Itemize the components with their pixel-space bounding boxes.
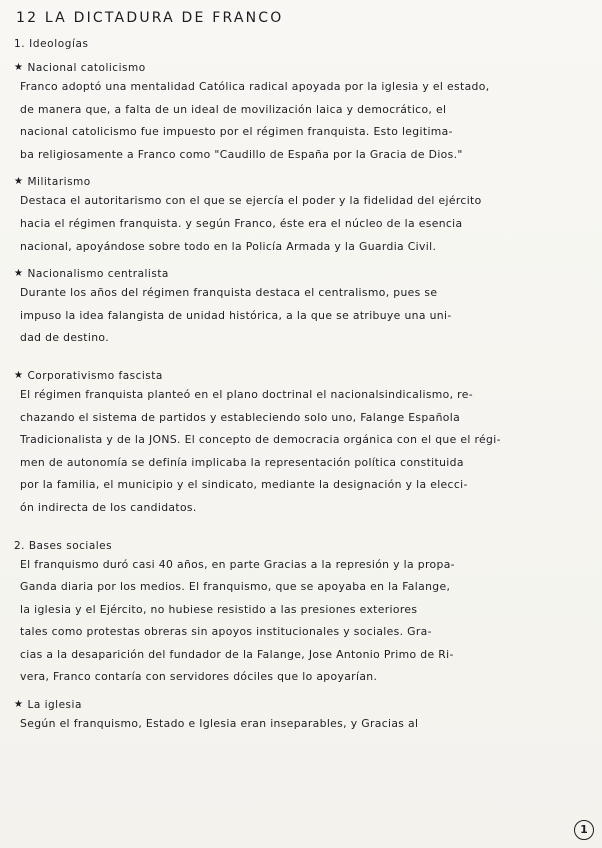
topic-title: Corporativismo fascista [27,369,163,382]
section-paragraph [20,554,588,690]
text-line: Destaca el autoritarismo con el que se ejercía el poder y la fidelidad del ejército [20,194,482,208]
topic-title: Nacionalismo centralista [27,268,169,281]
text-line: El franquismo duró casi 40 años, en parte Gracias a la represión y la propa- [20,557,455,571]
star-bullet-icon: ★ [14,176,24,188]
text-line: nacional, apoyándose sobre todo en la Policía Armada y la Guardia Civil. [20,239,437,253]
text-line: Tradicionalista y de la JONS. El concepto de democracia orgánica con el que el régi- [20,433,501,447]
topic-paragraph [20,384,588,520]
topic-heading [14,176,588,188]
text-line: vera, Franco contaría con servidores dóciles que lo apoyarían. [20,670,378,684]
topic-heading [14,268,588,280]
topic-title: La iglesia [27,699,82,712]
topic-paragraph [20,190,588,258]
text-line: de manera que, a falta de un ideal de movilización laica y democrático, el [20,102,447,116]
star-bullet-icon: ★ [14,62,24,73]
text-line: tales como protestas obreras sin apoyos institucionales y sociales. Gra- [20,625,432,639]
section-title: 2. Bases sociales [14,539,113,552]
page-number: 1 [574,820,594,840]
star-bullet-icon: ★ [14,369,24,381]
text-line: nacional catolicismo fue impuesto por el régimen franquista. Esto legitima- [20,125,453,139]
star-bullet-icon: ★ [14,699,24,711]
text-line: cias a la desaparición del fundador de la Falange, Jose Antonio Primo de Ri- [20,647,454,661]
topic-heading [14,370,588,382]
text-line: Durante los años del régimen franquista destaca el centralismo, pues se [20,286,438,300]
text-line: hacia el régimen franquista. y según Franco, éste era el núcleo de la esencia [20,216,463,230]
topic-title: Militarismo [27,176,91,189]
text-line: El régimen franquista planteó en el plano doctrinal el nacionalsindicalismo, re- [20,387,473,401]
section-bases-sociales [14,540,588,690]
text-line: dad de destino. [20,331,109,345]
topic-heading [14,699,588,711]
text-line: la iglesia y el Ejército, no hubiese resistido a las presiones exteriores [20,602,418,616]
text-line: Según el franquismo, Estado e Iglesia eran inseparables, y Gracias al [20,717,419,731]
topic-la-iglesia [14,699,588,736]
topic-title: Nacional catolicismo [27,62,146,74]
topic-nacionalismo-centralista [14,268,588,350]
text-line: chazando el sistema de partidos y estableciendo solo uno, Falange Española [20,410,461,424]
text-line: men de autonomía se definía implicaba la representación política constituida [20,455,464,469]
topic-paragraph [20,76,588,166]
text-line: ba religiosamente a Franco como "Caudillo de España por la Gracia de Dios." [20,147,463,161]
topic-paragraph [20,282,588,350]
page-title: 12 LA DICTADURA DE FRANCO [16,10,284,26]
section-heading-ideologias: 1. Ideologías [14,38,89,50]
star-bullet-icon: ★ [14,268,24,280]
text-line: Franco adoptó una mentalidad Católica radical apoyada por la iglesia y el estado, [20,80,490,93]
topic-paragraph [20,713,588,736]
topic-militarismo [14,176,588,258]
text-line: ón indirecta de los candidatos. [20,500,197,514]
text-line: por la familia, el municipio y el sindicato, mediante la designación y la elecci- [20,478,468,492]
section-heading-bases-sociales [14,540,588,552]
text-line: Ganda diaria por los medios. El franquismo, que se apoyaba en la Falange, [20,580,451,594]
topic-nacional-catolicismo [14,62,588,166]
text-line: impuso la idea falangista de unidad histórica, a la que se atribuye una uni- [20,308,452,322]
topic-heading [14,62,588,74]
topic-corporativismo-fascista [14,370,588,520]
